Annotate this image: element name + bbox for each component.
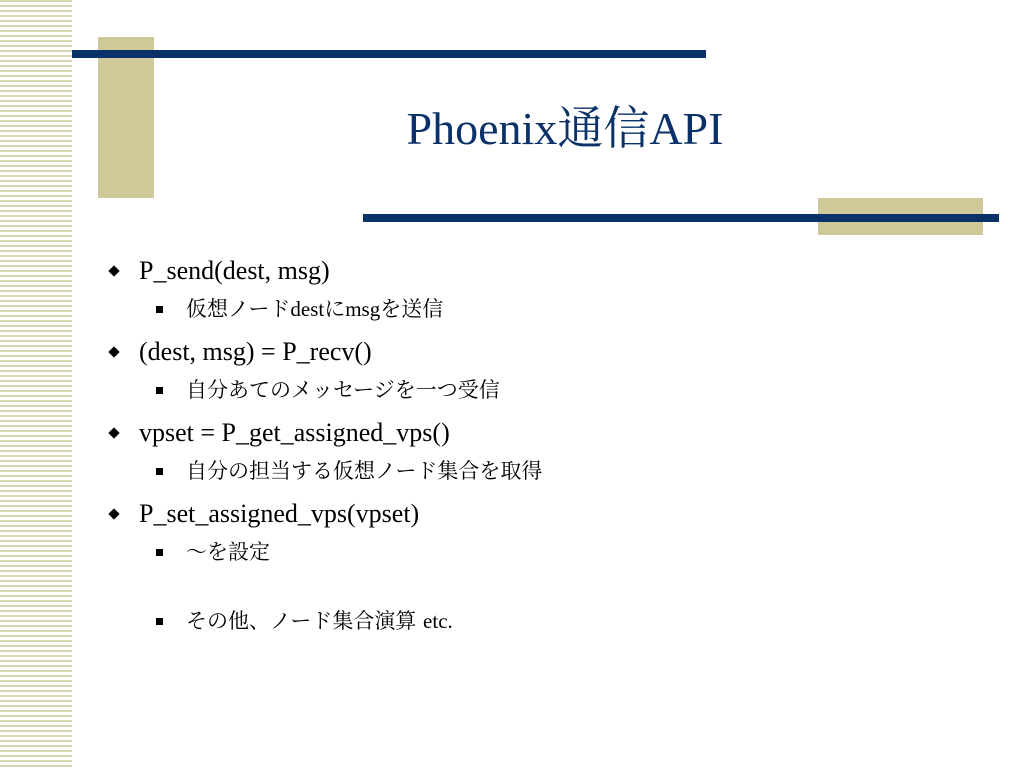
bullet-text: (dest, msg) = P_recv(): [139, 337, 372, 366]
bullet-item: [106, 497, 986, 539]
left-stripe-decoration: [0, 0, 72, 768]
square-bullet-icon: [156, 618, 163, 625]
accent-block-top-left: [98, 37, 154, 198]
title-rule-top: [72, 50, 706, 58]
square-bullet-icon: [156, 306, 163, 313]
sub-bullet-item: [106, 456, 986, 497]
sub-bullet-item: [106, 375, 986, 416]
bullet-text: P_set_assigned_vps(vpset): [139, 499, 420, 528]
sub-bullet-text-part: msg: [345, 297, 381, 321]
bullet-text: vpset = P_get_assigned_vps(): [139, 418, 450, 447]
square-bullet-icon: [156, 387, 163, 394]
sub-bullet-text-part: に: [324, 297, 346, 321]
square-bullet-icon: [156, 549, 163, 556]
bullet-item: [106, 416, 986, 458]
diamond-bullet-icon: [108, 265, 119, 276]
slide-title: Phoenix通信API: [406, 103, 724, 154]
sub-bullet-item: [106, 294, 986, 335]
diamond-bullet-icon: [108, 346, 119, 357]
sub-bullet-item: [106, 606, 986, 647]
sub-bullet-text: ～を設定: [186, 540, 270, 564]
sub-bullet-text: 自分の担当する仮想ノード集合を取得: [186, 459, 543, 483]
diamond-bullet-icon: [108, 508, 119, 519]
sub-bullet-text: 自分あてのメッセージを一つ受信: [186, 378, 500, 402]
diamond-bullet-icon: [108, 427, 119, 438]
sub-bullet-text-part: 仮想ノード: [186, 297, 291, 321]
square-bullet-icon: [156, 468, 163, 475]
bullet-text: P_send(dest, msg): [139, 256, 330, 285]
bullet-item: [106, 254, 986, 296]
sub-bullet-text-part: その他、ノード集合演算: [186, 609, 424, 633]
bullet-item: [106, 335, 986, 377]
sub-bullet-text-part: dest: [290, 297, 325, 321]
sub-bullet-text-part: を送信: [380, 297, 444, 321]
bullet-list: [106, 254, 986, 647]
sub-bullet-item: [106, 537, 986, 578]
title-rule-bottom: [363, 214, 999, 222]
sub-bullet-text-part: etc.: [423, 609, 453, 633]
